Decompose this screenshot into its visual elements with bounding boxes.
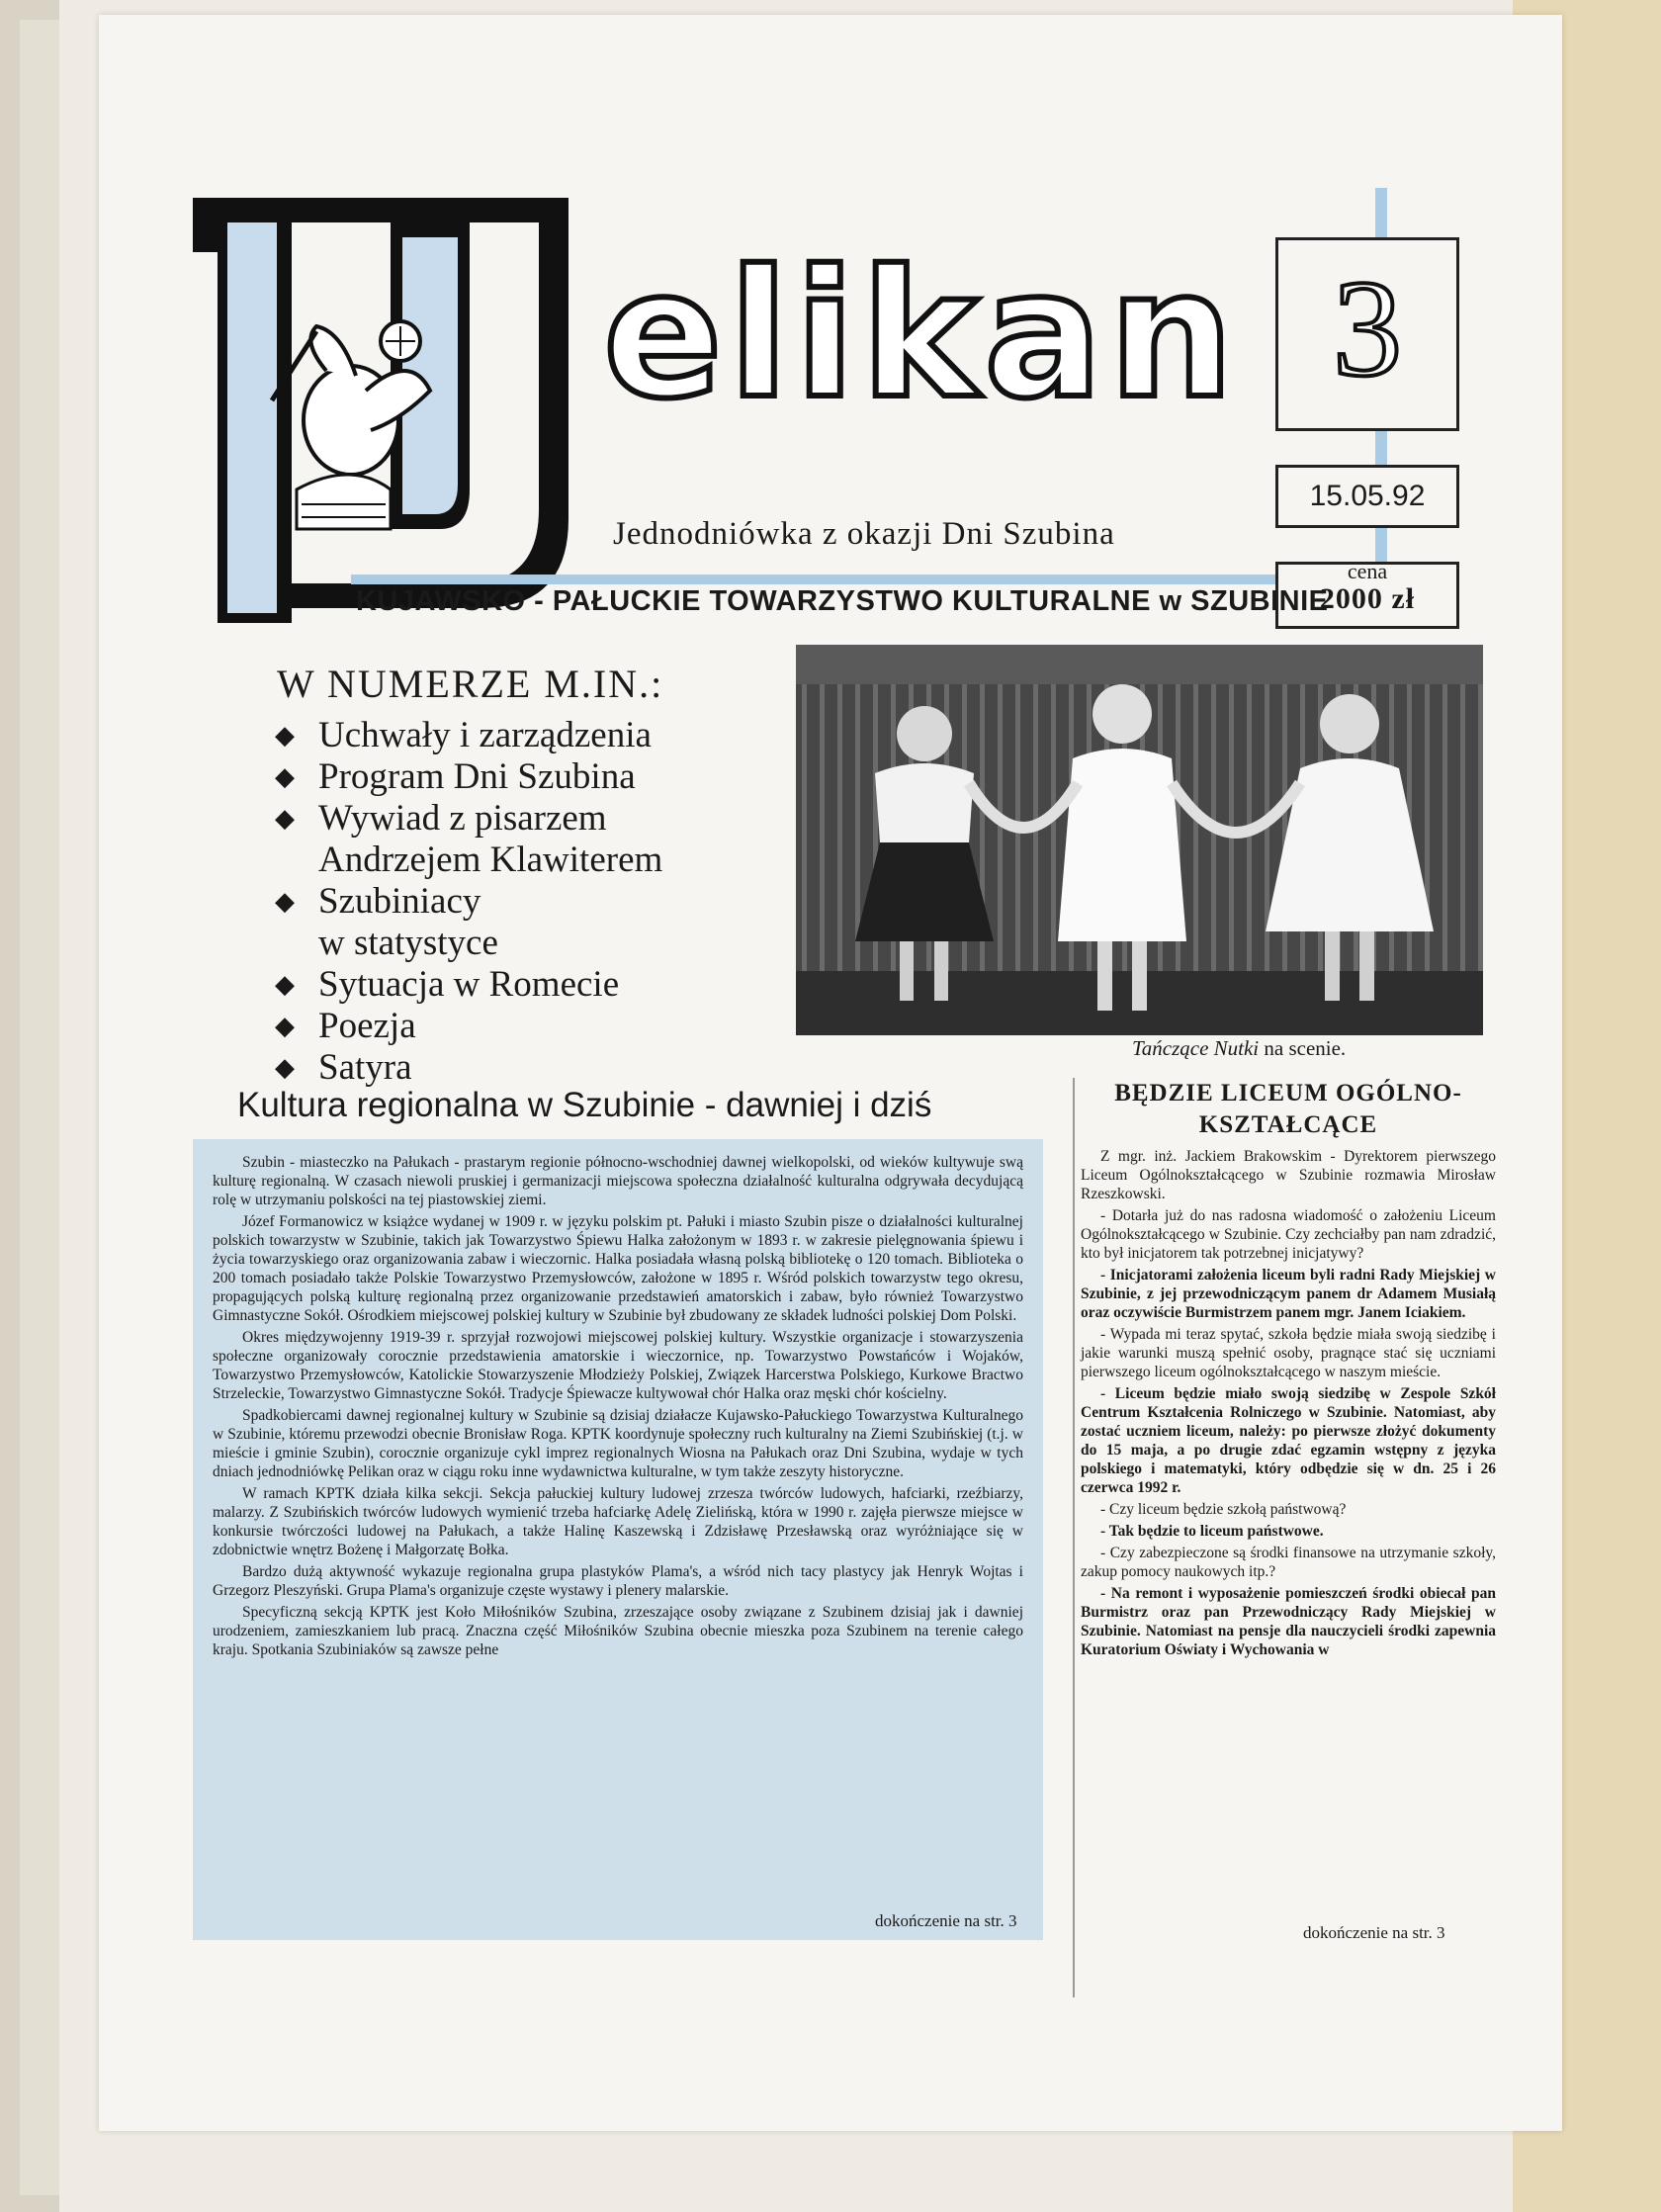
interview-paragraph: - Liceum będzie miało swoją siedzibę w Zespole Szkół Centrum Kształcenia Rolniczego w Szubinie. Natomiast, aby zostać uczniem liceum, należy: po pierwsze złożyć dokumenty do 15 maja, a po drugie zdać egzamin wstępny z języka polskiego i matematyki, który odbędzie się w dn. 25 i 26 czerwca 1992 r.: [1081, 1385, 1496, 1496]
contents-item-label: Poezja: [318, 1006, 416, 1046]
bullet-icon: ◆: [275, 721, 295, 750]
bullet-icon: ◆: [275, 1012, 295, 1040]
article-paragraph: Bardzo dużą aktywność wykazuje regionalna grupa plastyków Plama's, a wśród nich tacy plastycy jak Henryk Wojtas i Grzegorz Pleszyński. Grupa Plama's organizuje częste wystawy i plenery malarskie.: [213, 1563, 1023, 1599]
issue-number: 3: [1333, 252, 1402, 405]
caption-text: na scenie.: [1259, 1036, 1347, 1060]
dance-photo: [796, 645, 1483, 1035]
article-paragraph: W ramach KPTK działa kilka sekcji. Sekcja pałuckiej kultury ludowej zrzesza twórców ludowych, hafciarki, rzeźbiarzy, malarzy. Z Szubińskich twórców ludowych wymienić trzeba hafciarkę Adelę Zielińską, która w 1990 r. zajęła pierwsze miejsce w konkursie twórczości ludowej na Pałukach, a także Halinę Kaszewską i Zdzisławę Przesławską oraz wyróżniające się w zdobnictwie wnętrz Bożenę i Małgorzatę Bołka.: [213, 1485, 1023, 1558]
bullet-icon: ◆: [275, 762, 295, 791]
interview-paragraph: - Czy zabezpieczone są środki finansowe na utrzymanie szkoły, zakup pomocy naukowych itp.?: [1081, 1545, 1496, 1580]
article-paragraph: Józef Formanowicz w książce wydanej w 1909 r. w języku polskim pt. Pałuki i miasto Szubin pisze o działalności kulturalnej polskich towarzystw w Szubinie, takich jak Towarzystwo Śpiewu Halka założonym w 1893 r. w zakresie pielęgnowania śpiewu i życia towarzyskiego oraz organizowania zabaw i wieczornic. Halka posiadała własną polską bibliotekę o 120 tomach. Biblioteka o 200 tomach posiadało także Polskie Towarzystwo Przemysłowców, założone w 1895 r. Wśród polskich towarzystw tego okresu, propagujących polską kulturę regionalną przez organizowanie przedstawień amatorskich i zabaw, było również Towarzystwo Gimnastyczne Sokół. Ośrodkiem miejscowej polskiej kultury w Szubinie był zbudowany ze składek ludności polskiej Dom Polski.: [213, 1213, 1023, 1324]
caption-name: Tańczące Nutki: [1132, 1036, 1260, 1060]
article-paragraph: Szubin - miasteczko na Pałukach - prastarym regionie północno-wschodniej dawnej wielkopolski, od wieków kultywuje swą kulturę regionalną. W czasach niewoli pruskiej i germanizacji miejscowa społeczna działalność kulturalna odgrywała decydującą rolę w utrzymaniu polskości na tej piastowskiej ziemi.: [213, 1154, 1023, 1208]
contents-item-label: Uchwały i zarządzenia: [318, 715, 652, 755]
article-paragraph: Specyficzną sekcją KPTK jest Koło Miłośników Szubina, zrzeszające osoby związane z Szubinem dzisiaj jak i dawniej urodzeniem, zamieszkaniem lub pracą. Znaczna część Miłośników Szubina obecnie mieszka poza Szubinem na terenie całego kraju. Spotkania Szubiniaków są zawsze pełne: [213, 1604, 1023, 1658]
continued-note-right: dokończenie na str. 3: [1303, 1923, 1445, 1942]
contents-list: [267, 715, 821, 1089]
bullet-icon: ◆: [275, 804, 295, 833]
issue-number-box: [1275, 237, 1459, 431]
contents-item: [267, 923, 821, 964]
article-title: Kultura regionalna w Szubinie - dawniej i dziś: [237, 1086, 932, 1124]
contents-item-label: Sytuacja w Romecie: [318, 964, 620, 1005]
contents-item: [267, 881, 821, 923]
contents-item-label: Satyra: [318, 1047, 412, 1088]
organization-name: KUJAWSKO - PAŁUCKIE TOWARZYSTWO KULTURALNE w SZUBINIE: [356, 585, 1329, 617]
interview-paragraph: - Tak będzie to liceum państwowe.: [1100, 1523, 1324, 1540]
contents-item: [267, 1047, 821, 1089]
contents-item-label: Andrzejem Klawiterem: [318, 840, 663, 880]
masthead-subtitle: Jednodniówka z okazji Dni Szubina: [613, 516, 1115, 552]
interview-title-line1: BĘDZIE LICEUM OGÓLNO-: [1114, 1080, 1462, 1106]
article-body: [193, 1139, 1043, 1940]
bullet-icon: ◆: [275, 887, 295, 916]
article-paragraph: Spadkobiercami dawnej regionalnej kultury w Szubinie są dzisiaj działacze Kujawsko-Pałuckiego Towarzystwa Kulturalnego w Szubinie, któremu przewodzi obecnie Bronisław Roga. KPTK koordynuje społeczny ruch kulturalny na Ziemi Szubińskiej (t.j. w mieście i gminie Szubin), corocznie organizuje cykl imprez regionalnych Wiosna na Pałukach oraz Dni Szubina, wydaje w tych dniach jednodniówkę Pelikan oraz w ciągu roku inne wydawnictwa kulturalne, w tym także zeszyty historyczne.: [213, 1407, 1023, 1480]
article-paragraph: Okres międzywojenny 1919-39 r. sprzyjał rozwojowi miejscowej polskiej kultury. Wszystkie organizacje i stowarzyszenia społeczne organizowały corocznie przedstawienia amatorskie i wieczornice, np. Towarzystwo Powstańców i Wojaków, Towarzystwo Przemysłowców, Katolickie Stowarzyszenie Młodzieży Polskiej, Związek Harcerstwa Polskiego, Kurkowe Bractwo Strzeleckie, Towarzystwo Gimnastyczne Sokół. Tradycje Śpiewacze kultywował chór Halka oraz męski chór kościelny.: [213, 1329, 1023, 1402]
interview-paragraph: - Na remont i wyposażenie pomieszczeń środki obiecał pan Burmistrz oraz pan Przewodniczący Rady Miejskiej w Szubinie. Natomiast na pensje dla nauczycieli środki zapewnia Kuratorium Oświaty i Wychowania w: [1081, 1585, 1496, 1658]
issue-date: 15.05.92: [1275, 465, 1459, 528]
interview-title-line2: KSZTAŁCĄCE: [1198, 1111, 1378, 1138]
decor-line: [351, 575, 1275, 584]
price-label: cena: [1347, 559, 1388, 583]
contents-heading: W NUMERZE M.IN.:: [277, 662, 664, 706]
contents-item-label: w statystyce: [318, 923, 498, 963]
contents-item: [267, 964, 821, 1006]
contents-item: [267, 840, 821, 881]
continued-note: dokończenie na str. 3: [875, 1911, 1017, 1930]
photo-caption: [1132, 1036, 1346, 1061]
interview-title: [1081, 1078, 1496, 1141]
contents-item-label: Szubiniacy: [318, 881, 481, 922]
bullet-icon: ◆: [275, 1053, 295, 1082]
price-value: 2000 zł: [1319, 582, 1416, 615]
interview-paragraph: Z mgr. inż. Jackiem Brakowskim - Dyrektorem pierwszego Liceum Ogólnokształcącego w Szubinie rozmawia Mirosław Rzeszkowski.: [1081, 1148, 1496, 1202]
contents-box: [267, 661, 821, 1089]
contents-item-label: Program Dni Szubina: [318, 756, 636, 797]
contents-item: [267, 715, 821, 756]
contents-item: [267, 756, 821, 798]
interview-paragraph: - Wypada mi teraz spytać, szkoła będzie miała swoją siedzibę i jakie warunki muszą spełnić osoby, pragnące stać się uczniami pierwszego liceum ogólnokształcącego w naszym mieście.: [1081, 1326, 1496, 1380]
interview-article: [1073, 1078, 1496, 1997]
masthead-title: elikan: [603, 232, 1240, 437]
interview-paragraph: - Dotarła już do nas radosna wiadomość o założeniu Liceum Ogólnokształcącego w Szubinie. Czy zechciałby pan nam zdradzić, kto był inicjatorem tak potrzebnej inicjatywy?: [1081, 1207, 1496, 1262]
pelican-logo: [143, 193, 593, 628]
contents-item: [267, 798, 821, 840]
interview-body: [1081, 1147, 1496, 1659]
interview-paragraph: - Inicjatorami założenia liceum byli radni Rady Miejskiej w Szubinie, z jej przewodniczącym panem dr Adamem Musiałą oraz oczywiście Burmistrzem panem mgr. Janem Iciakiem.: [1081, 1267, 1496, 1321]
interview-paragraph: - Czy liceum będzie szkołą państwową?: [1100, 1501, 1347, 1518]
bullet-icon: ◆: [275, 970, 295, 999]
contents-item: [267, 1006, 821, 1047]
contents-item-label: Wywiad z pisarzem: [318, 798, 607, 839]
